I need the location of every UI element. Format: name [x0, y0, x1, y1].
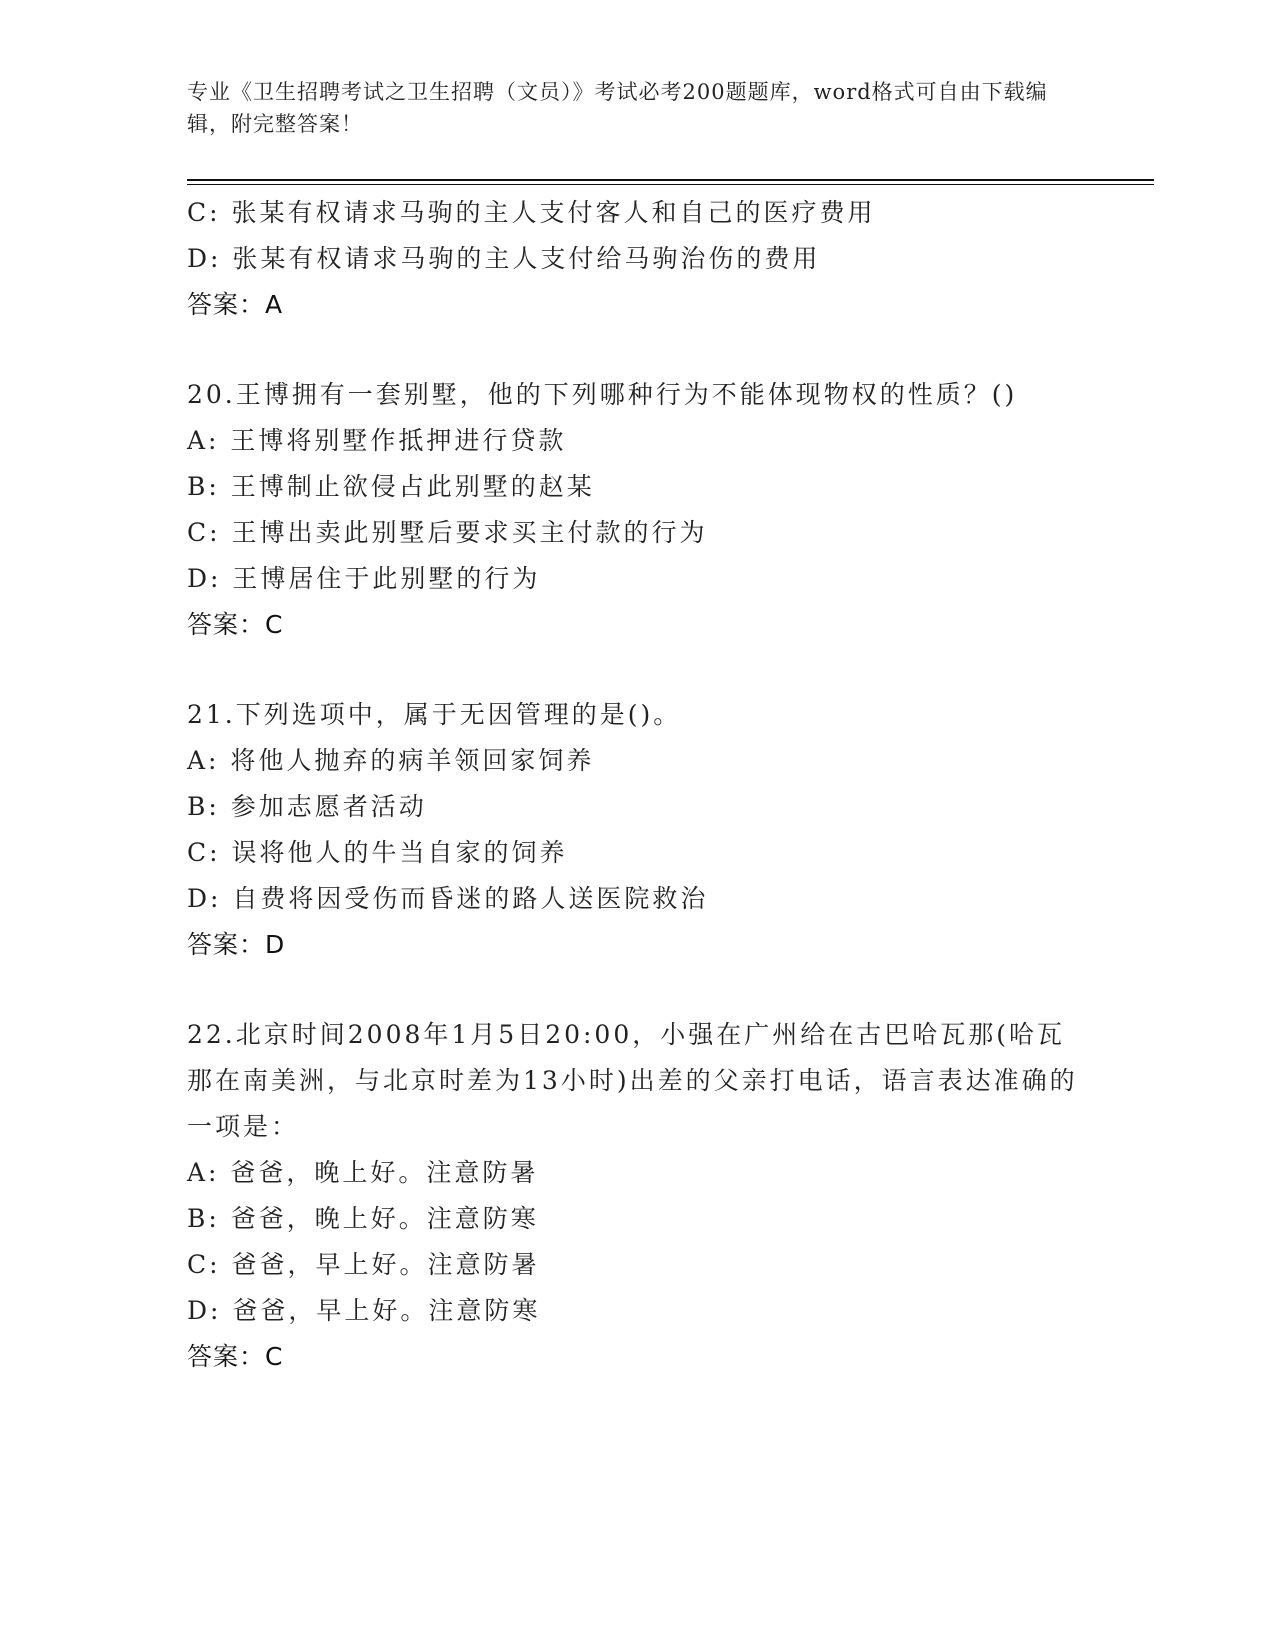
option-a: A: 爸爸，晚上好。注意防暑: [187, 1158, 539, 1187]
question-stem: 21.下列选项中，属于无因管理的是()。: [187, 700, 682, 729]
answer: 答案：D: [187, 930, 286, 959]
option-d: D: 王博居住于此别墅的行为: [187, 564, 541, 593]
question-stem: 20.王博拥有一套别墅，他的下列哪种行为不能体现物权的性质？(): [187, 380, 1018, 409]
question-list: [187, 190, 1087, 1380]
option-d: D: 爸爸，早上好。注意防寒: [187, 1296, 541, 1325]
option-b: B: 爸爸，晚上好。注意防寒: [187, 1204, 539, 1233]
option-c: C: 张某有权请求马驹的主人支付客人和自己的医疗费用: [187, 198, 876, 227]
question-20: [187, 372, 1087, 648]
option-b: B: 参加志愿者活动: [187, 792, 427, 821]
question-stem: 22.北京时间2008年1月5日20:00，小强在广州给在古巴哈瓦那(哈瓦那在南美洲，与北京时差为13小时)出差的父亲打电话，语言表达准确的一项是：: [187, 1020, 1078, 1141]
question-19-continued: [187, 190, 1087, 328]
answer: 答案：C: [187, 1342, 284, 1371]
option-a: A: 将他人抛弃的病羊领回家饲养: [187, 746, 595, 775]
option-d: D: 张某有权请求马驹的主人支付给马驹治伤的费用: [187, 244, 821, 273]
option-d: D: 自费将因受伤而昏迷的路人送医院救治: [187, 884, 709, 913]
option-c: C: 误将他人的牛当自家的饲养: [187, 838, 568, 867]
option-c: C: 王博出卖此别墅后要求买主付款的行为: [187, 518, 708, 547]
answer: 答案：A: [187, 290, 284, 319]
answer: 答案：C: [187, 610, 284, 639]
option-a: A: 王博将别墅作抵押进行贷款: [187, 426, 567, 455]
header-rule-thin: [187, 184, 1154, 185]
question-22: [187, 1012, 1087, 1380]
question-21: [187, 692, 1087, 968]
document-header: 专业《卫生招聘考试之卫生招聘（文员）》考试必考200题题库，word格式可自由下载编辑，附完整答案！: [187, 80, 1048, 136]
option-b: B: 王博制止欲侵占此别墅的赵某: [187, 472, 595, 501]
option-c: C: 爸爸，早上好。注意防暑: [187, 1250, 540, 1279]
header-rule-thick: [187, 179, 1154, 181]
